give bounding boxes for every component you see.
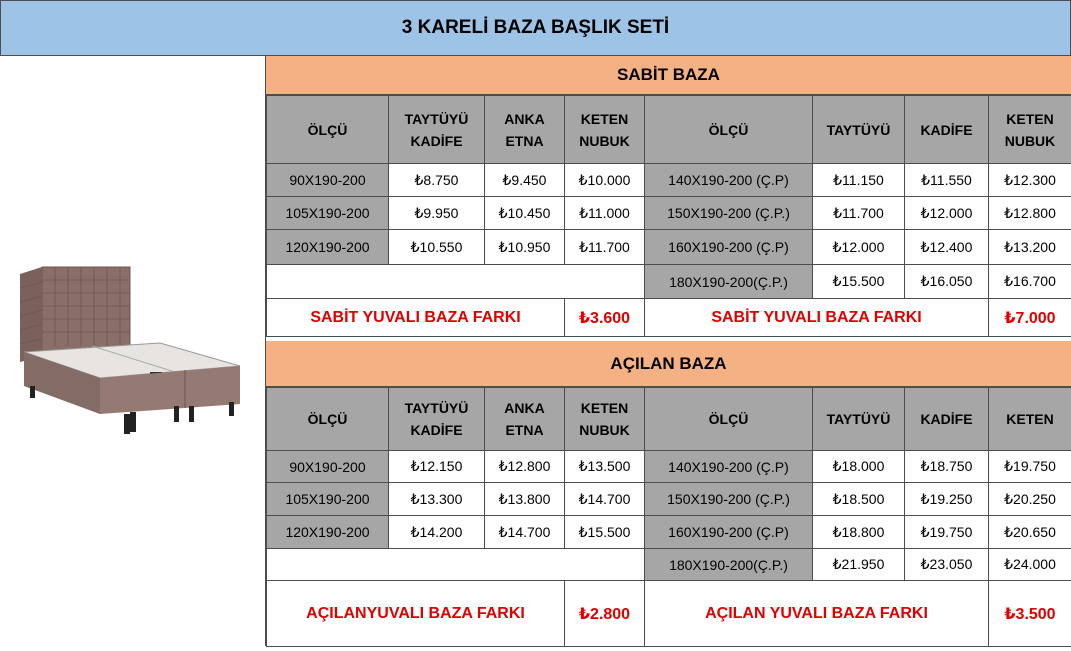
size-cell: 160X190-200 (Ç.P)	[645, 230, 813, 265]
table-header-row	[267, 96, 1071, 164]
column-header: KETEN NUBUK	[565, 96, 645, 164]
price-cell: ₺19.750	[905, 516, 989, 549]
price-cell: ₺18.750	[905, 451, 989, 483]
column-header: TAYTÜYÜ	[813, 96, 905, 164]
price-cell: ₺24.000	[989, 549, 1071, 581]
price-cell: ₺9.450	[485, 164, 565, 197]
price-cell: ₺12.800	[485, 451, 565, 483]
column-header: ÖLÇÜ	[267, 388, 389, 451]
acilan-baza-heading: AÇILAN BAZA	[266, 341, 1071, 387]
column-header: ÖLÇÜ	[645, 388, 813, 451]
column-header: KADİFE	[905, 388, 989, 451]
size-cell: 150X190-200 (Ç.P.)	[645, 197, 813, 230]
blank-cell	[267, 265, 645, 299]
table-header-row	[267, 388, 1071, 451]
price-cell: ₺15.500	[813, 265, 905, 299]
price-cell: ₺9.950	[389, 197, 485, 230]
diff-label: AÇILANYUVALI BAZA FARKI	[267, 581, 565, 647]
column-header: ANKA ETNA	[485, 388, 565, 451]
price-cell: ₺10.950	[485, 230, 565, 265]
price-cell: ₺8.750	[389, 164, 485, 197]
table-row	[267, 549, 1071, 581]
price-cell: ₺11.700	[813, 197, 905, 230]
size-cell: 180X190-200(Ç.P.)	[645, 549, 813, 581]
size-cell: 140X190-200 (Ç.P)	[645, 164, 813, 197]
column-header: KETEN	[989, 388, 1071, 451]
size-cell: 150X190-200 (Ç.P.)	[645, 483, 813, 516]
difference-row	[267, 581, 1071, 647]
table-row	[267, 265, 1071, 299]
price-cell: ₺13.500	[565, 451, 645, 483]
price-cell: ₺11.000	[565, 197, 645, 230]
price-cell: ₺10.450	[485, 197, 565, 230]
price-cell: ₺20.650	[989, 516, 1071, 549]
column-header: TAYTÜYÜ	[813, 388, 905, 451]
price-cell: ₺19.750	[989, 451, 1071, 483]
price-cell: ₺18.000	[813, 451, 905, 483]
price-cell: ₺12.300	[989, 164, 1071, 197]
blank-cell	[267, 549, 645, 581]
price-cell: ₺18.500	[813, 483, 905, 516]
price-cell: ₺21.950	[813, 549, 905, 581]
price-cell: ₺13.200	[989, 230, 1071, 265]
price-cell: ₺12.000	[813, 230, 905, 265]
price-cell: ₺12.800	[989, 197, 1071, 230]
price-cell: ₺11.550	[905, 164, 989, 197]
price-cell: ₺14.700	[485, 516, 565, 549]
table-row	[267, 164, 1071, 197]
column-header: ANKA ETNA	[485, 96, 565, 164]
column-header: KADİFE	[905, 96, 989, 164]
column-header: TAYTÜYÜ KADİFE	[389, 388, 485, 451]
price-cell: ₺12.400	[905, 230, 989, 265]
difference-row	[267, 299, 1071, 337]
sabit-baza-heading: SABİT BAZA	[266, 56, 1071, 95]
table-row	[267, 516, 1071, 549]
product-photo-cell	[0, 56, 266, 646]
column-header: ÖLÇÜ	[645, 96, 813, 164]
size-cell: 90X190-200	[267, 451, 389, 483]
price-cell: ₺19.250	[905, 483, 989, 516]
column-header: ÖLÇÜ	[267, 96, 389, 164]
price-cell: ₺16.050	[905, 265, 989, 299]
price-cell: ₺20.250	[989, 483, 1071, 516]
size-cell: 160X190-200 (Ç.P)	[645, 516, 813, 549]
price-cell: ₺11.150	[813, 164, 905, 197]
diff-label: SABİT YUVALI BAZA FARKI	[645, 299, 989, 337]
price-cell: ₺18.800	[813, 516, 905, 549]
diff-value: ₺2.800	[565, 581, 645, 647]
price-cell: ₺16.700	[989, 265, 1071, 299]
sabit-baza-table	[266, 95, 1071, 337]
size-cell: 120X190-200	[267, 516, 389, 549]
price-cell: ₺12.000	[905, 197, 989, 230]
price-cell: ₺12.150	[389, 451, 485, 483]
price-cell: ₺10.550	[389, 230, 485, 265]
column-header: KETEN NUBUK	[989, 96, 1071, 164]
size-cell: 105X190-200	[267, 483, 389, 516]
price-cell: ₺14.700	[565, 483, 645, 516]
diff-label: AÇILAN YUVALI BAZA FARKI	[645, 581, 989, 647]
column-header: KETEN NUBUK	[565, 388, 645, 451]
acilan-baza-table	[266, 387, 1071, 647]
size-cell: 180X190-200(Ç.P.)	[645, 265, 813, 299]
diff-value: ₺3.600	[565, 299, 645, 337]
price-cell: ₺13.800	[485, 483, 565, 516]
price-cell: ₺14.200	[389, 516, 485, 549]
table-row	[267, 230, 1071, 265]
price-cell: ₺15.500	[565, 516, 645, 549]
price-cell: ₺23.050	[905, 549, 989, 581]
size-cell: 105X190-200	[267, 197, 389, 230]
diff-value: ₺7.000	[989, 299, 1071, 337]
size-cell: 120X190-200	[267, 230, 389, 265]
bed-base-headboard-image	[0, 56, 266, 646]
size-cell: 90X190-200	[267, 164, 389, 197]
diff-label: SABİT YUVALI BAZA FARKI	[267, 299, 565, 337]
column-header: TAYTÜYÜ KADİFE	[389, 96, 485, 164]
price-cell: ₺13.300	[389, 483, 485, 516]
price-cell: ₺11.700	[565, 230, 645, 265]
page-title: 3 KARELİ BAZA BAŞLIK SETİ	[0, 0, 1071, 56]
diff-value: ₺3.500	[989, 581, 1071, 647]
table-row	[267, 451, 1071, 483]
table-row	[267, 197, 1071, 230]
table-row	[267, 483, 1071, 516]
price-cell: ₺10.000	[565, 164, 645, 197]
size-cell: 140X190-200 (Ç.P)	[645, 451, 813, 483]
